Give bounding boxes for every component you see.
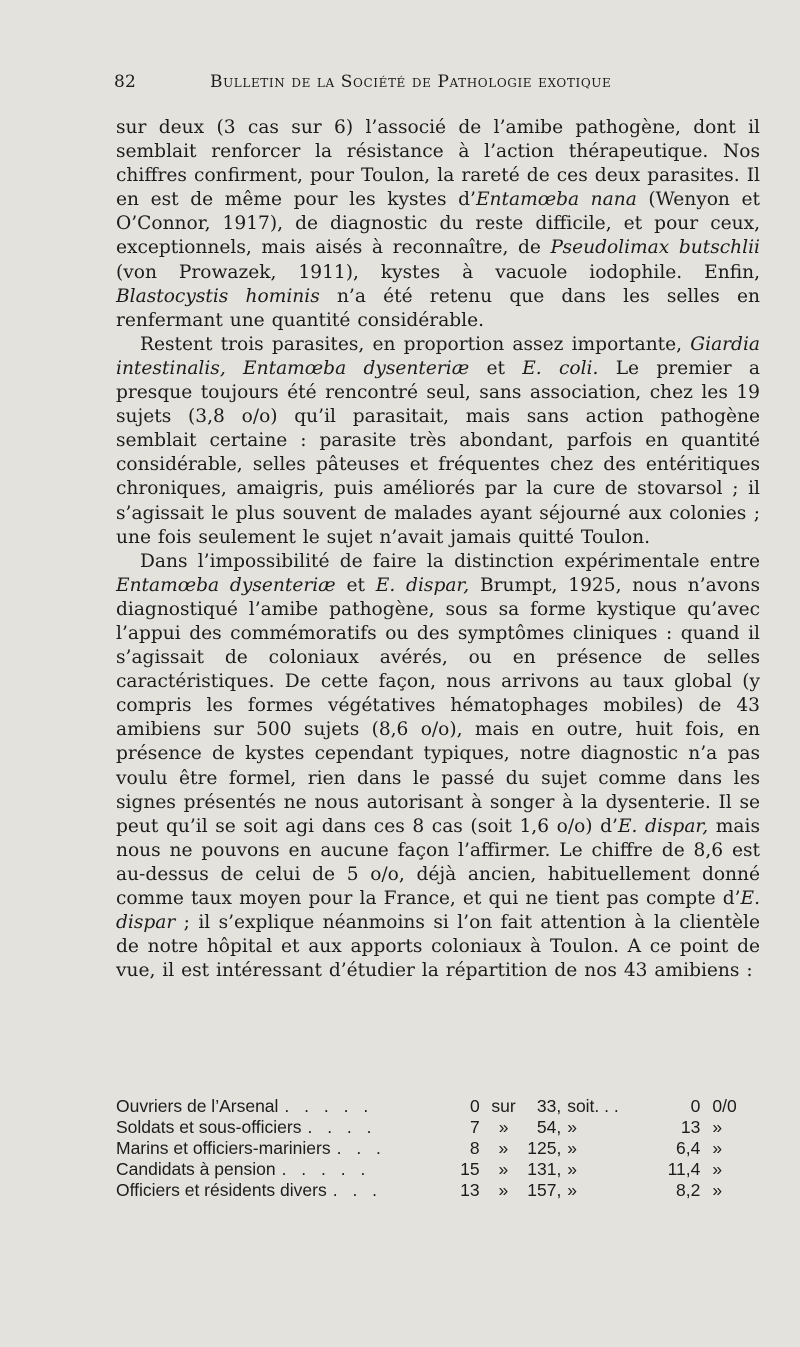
leader-dots: . . . . <box>307 1117 377 1137</box>
italic-term: Blastocystis hominis <box>116 285 320 307</box>
percentage-value: 8,2 <box>676 1180 701 1200</box>
text-run: Le premier a presque toujours été rencontré seul, sans association, chez les 19 sujets (3,8 o/o) qu’il parasitait, mais sans action pathogène semblait certaine : parasite très abondant, parfois en quantité considérable, selles pâteuses et fréquentes chez des entéritiques chroniques, amaigris, puis améliorés par la cure de stovarsol ; il s’agissait le plus souvent de malades ayant séjourné aux colonies ; une fois seulement le sujet n’avait jamais quitté Toulon. <box>116 357 760 548</box>
text-run: (Wenyon et O’Connor, 1917), de diagnostic du reste difficile, et pour ceux, exceptionnels, mais aisés à reconnaître, de <box>116 189 760 259</box>
paragraph <box>116 116 760 333</box>
text-run: sur deux (3 cas sur 6) l’associé de l’amibe pathogène, dont il semblait renforcer la résistance à l’action thérapeutique. Nos chiffres confirment, pour Toulon, la rareté de ces deux parasites. Il en est de même pour les kystes d’ <box>116 117 760 211</box>
row-label-text: Candidats à pension <box>116 1159 276 1179</box>
row-label-text: Soldats et sous-officiers <box>116 1117 302 1137</box>
amibiens-table <box>116 1096 766 1201</box>
row-label <box>116 1180 450 1201</box>
cases-count: 0 <box>469 1096 480 1116</box>
percentage-value: 6,4 <box>676 1138 701 1158</box>
row-label <box>116 1117 450 1138</box>
sur-word: sur <box>491 1096 516 1116</box>
table-row <box>116 1096 766 1117</box>
percentage-unit: » <box>712 1180 723 1200</box>
table-row <box>116 1138 766 1159</box>
cases-count: 7 <box>469 1117 480 1137</box>
text-run: ; il s’explique néanmoins si l’on fait attention à la clientèle de notre hôpital et aux apports coloniaux à Toulon. A ce point de vue, il est intéressant d’étudier la répartition de nos 43 amibiens : <box>116 912 760 982</box>
total-count: 54, <box>536 1117 562 1137</box>
text-run: Brumpt, 1925, nous n’avons diagnostiqué l’amibe pathogène, sous sa forme kystique qu’avec l’appui des commémoratifs ou des symptômes cliniques : quand il s’agissait de coloniaux avérés, ou en présence de selles caractéristiques. De cette façon, nous arrivons au taux global (y compris les formes végétatives hématophages mobiles) de 43 amibiens sur 500 sujets (8,6 o/o), mais en outre, huit fois, en présence de kystes cependant typiques, notre diagnostic n’a pas voulu être formel, rien dans le passé du sujet comme dans les signes présentés ne nous autorisant à songer à la dysenterie. Il se peut qu’il se soit agi dans ces 8 cas (soit 1,6 o/o) d’ <box>116 574 760 837</box>
sur-word: » <box>498 1159 509 1179</box>
leader-dots: . . . <box>336 1138 386 1158</box>
italic-term: E. dispar, <box>375 574 470 596</box>
total-count: 157, <box>527 1180 562 1200</box>
text-run: et <box>469 357 523 379</box>
paragraph <box>116 550 760 984</box>
italic-term: Pseudolimax butschlii <box>550 237 760 259</box>
soit-word: » <box>567 1138 577 1158</box>
paragraph <box>116 333 760 550</box>
total-count: 33, <box>536 1096 562 1116</box>
italic-term: Giardia intestinalis, Entamœba dysenteriæ <box>116 333 760 379</box>
running-title: Bulletin de la Société de Pathologie exotique <box>210 72 612 92</box>
leader-dots: . . . . . <box>281 1159 371 1179</box>
text-run: et <box>335 574 376 596</box>
body-text <box>116 116 760 983</box>
table-row <box>116 1159 766 1180</box>
leader-dots: . . . <box>332 1180 383 1200</box>
table-row <box>116 1180 766 1201</box>
running-header <box>114 72 664 92</box>
italic-term: E. dispar <box>116 888 760 934</box>
sur-word: » <box>498 1180 509 1200</box>
text-run: n’a été retenu que dans les selles en renfermant une quantité considérable. <box>116 285 760 331</box>
text-run: Restent trois parasites, en proportion assez importante, <box>140 333 691 355</box>
soit-word: soit. . . <box>567 1096 619 1116</box>
total-count: 131, <box>527 1159 562 1179</box>
percentage-value: 13 <box>680 1117 701 1137</box>
leader-dots: . . . . . <box>284 1096 374 1116</box>
sur-word: » <box>498 1117 509 1137</box>
row-label <box>116 1138 450 1159</box>
row-label-text: Ouvriers de l’Arsenal <box>116 1096 279 1116</box>
page-number: 82 <box>114 72 137 92</box>
text-run: (von Prowazek, 1911), kystes à vacuole iodophile. Enfin, <box>116 261 760 283</box>
row-label <box>116 1096 450 1117</box>
row-label <box>116 1159 450 1180</box>
cases-count: 8 <box>469 1138 480 1158</box>
italic-term: E. coli. <box>522 357 599 379</box>
row-label-text: Marins et officiers-mariniers <box>116 1138 331 1158</box>
table-row <box>116 1117 766 1138</box>
percentage-unit: 0/0 <box>712 1096 737 1116</box>
italic-term: Entamœba nana <box>475 189 637 211</box>
italic-term: E. dispar, <box>617 815 709 837</box>
text-run: Dans l’impossibilité de faire la distinction expérimentale entre <box>140 550 760 572</box>
sur-word: » <box>498 1138 509 1158</box>
soit-word: » <box>567 1180 577 1200</box>
total-count: 125, <box>527 1138 562 1158</box>
italic-term: Entamœba dysenteriæ <box>116 574 336 596</box>
text-run: mais nous ne pouvons en aucune façon l’affirmer. Le chiffre de 8,6 est au-dessus de celui de 5 o/o, déjà ancien, habituellement donné comme taux moyen pour la France, et qui ne tient pas compte d’ <box>116 815 760 909</box>
percentage-unit: » <box>712 1159 723 1179</box>
percentage-value: 11,4 <box>667 1159 701 1179</box>
cases-count: 15 <box>460 1159 480 1179</box>
row-label-text: Officiers et résidents divers <box>116 1180 327 1200</box>
soit-word: » <box>567 1159 577 1179</box>
soit-word: » <box>567 1117 577 1137</box>
percentage-value: 0 <box>690 1096 701 1116</box>
percentage-unit: » <box>712 1117 723 1137</box>
percentage-unit: » <box>712 1138 723 1158</box>
cases-count: 13 <box>460 1180 480 1200</box>
